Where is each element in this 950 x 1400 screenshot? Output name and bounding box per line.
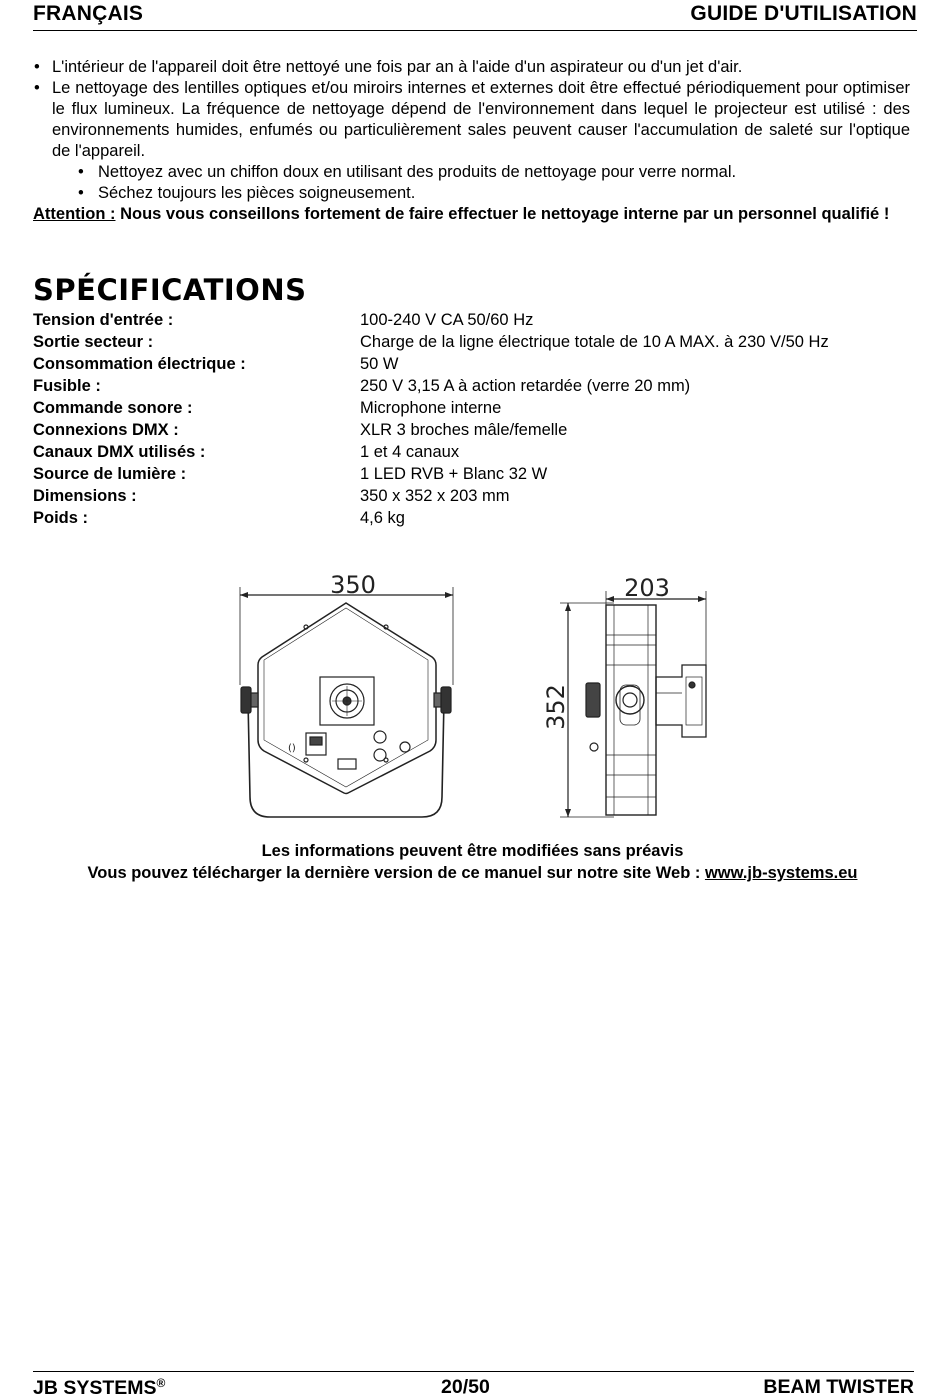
spec-label: Dimensions : <box>33 487 137 505</box>
page-number: 20/50 <box>441 1376 490 1398</box>
spec-value: XLR 3 broches mâle/femelle <box>360 421 568 439</box>
cleaning-sub-bullet-list <box>33 162 910 204</box>
specifications-title: SPÉCIFICATIONS <box>33 273 307 307</box>
spec-row <box>33 509 913 531</box>
cleaning-bullet-list <box>33 57 910 162</box>
spec-row <box>33 399 913 421</box>
spec-label: Poids : <box>33 509 89 527</box>
spec-label: Commande sonore : <box>33 399 193 417</box>
website-link[interactable]: www.jb-systems.eu <box>704 864 858 882</box>
page-footer <box>33 1371 914 1398</box>
spec-row <box>33 311 913 333</box>
notice-line-1: Les informations peuvent être modifiées sans préavis <box>261 842 684 860</box>
side-view-drawing <box>560 591 706 817</box>
spec-label: Consommation électrique : <box>33 355 246 373</box>
spec-value: Microphone interne <box>360 399 502 417</box>
list-item: • Le nettoyage des lentilles optiques et/ou miroirs internes et externes doit être effectué périodiquement pour optimiser le flux lumineux. La fréquence de nettoyage dépend de l'environnement dans lequel le projecteur est utilisé : des environnements humides, enfumés ou particulièrement sales peuvent causer l'accumulation de saleté sur l'optique de l'appareil. <box>33 78 910 162</box>
list-item: • L'intérieur de l'appareil doit être nettoyé une fois par an à l'aide d'un aspirateur ou d'un jet d'air. <box>33 57 910 78</box>
spec-row <box>33 377 913 399</box>
spec-value: 4,6 kg <box>360 509 405 527</box>
attention-text: Nous vous conseillons fortement de faire effectuer le nettoyage interne par un personnel qualifié ! <box>115 205 890 223</box>
attention-note <box>33 204 910 225</box>
spec-value: 1 LED RVB + Blanc 32 W <box>360 465 548 483</box>
spec-label: Fusible : <box>33 377 101 395</box>
spec-label: Connexions DMX : <box>33 421 179 439</box>
list-item: • Nettoyez avec un chiffon doux en utilisant des produits de nettoyage pour verre normal. <box>98 162 910 183</box>
registered-mark: ® <box>156 1376 166 1390</box>
cleaning-section <box>33 57 910 225</box>
spec-row <box>33 465 913 487</box>
list-item: • Séchez toujours les pièces soigneusement. <box>98 183 910 204</box>
spec-row <box>33 355 913 377</box>
spec-value: Charge de la ligne électrique totale de 10 A MAX. à 230 V/50 Hz <box>360 333 829 351</box>
front-view-drawing <box>240 587 453 817</box>
notice-block <box>0 840 945 884</box>
spec-row <box>33 333 913 355</box>
spec-label: Source de lumière : <box>33 465 187 483</box>
height-dimension-label: 352 <box>542 684 570 730</box>
spec-value: 100-240 V CA 50/60 Hz <box>360 311 534 329</box>
footer-product: BEAM TWISTER <box>763 1376 914 1398</box>
page-header <box>33 0 917 31</box>
spec-label: Canaux DMX utilisés : <box>33 443 206 461</box>
spec-value: 350 x 352 x 203 mm <box>360 487 510 505</box>
notice-line-2-text: Vous pouvez télécharger la dernière version de ce manuel sur notre site Web : <box>87 864 705 882</box>
spec-value: 1 et 4 canaux <box>360 443 460 461</box>
brand-name: JB SYSTEMS <box>33 1377 157 1399</box>
header-language: FRANÇAIS <box>33 2 144 25</box>
spec-label: Tension d'entrée : <box>33 311 174 329</box>
width-dimension-label: 350 <box>330 571 376 599</box>
spec-row <box>33 443 913 465</box>
dimension-drawing <box>220 565 740 825</box>
spec-row <box>33 421 913 443</box>
spec-value: 50 W <box>360 355 399 373</box>
specifications-table <box>33 311 913 531</box>
spec-value: 250 V 3,15 A à action retardée (verre 20 mm) <box>360 377 691 395</box>
notice-line-2 <box>0 862 945 884</box>
spec-label: Sortie secteur : <box>33 333 154 351</box>
spec-row <box>33 487 913 509</box>
attention-label: Attention : <box>33 205 116 223</box>
svg-text:(): () <box>288 743 296 754</box>
footer-brand <box>33 1376 165 1400</box>
header-guide-title: GUIDE D'UTILISATION <box>690 2 917 25</box>
depth-dimension-label: 203 <box>624 574 670 602</box>
